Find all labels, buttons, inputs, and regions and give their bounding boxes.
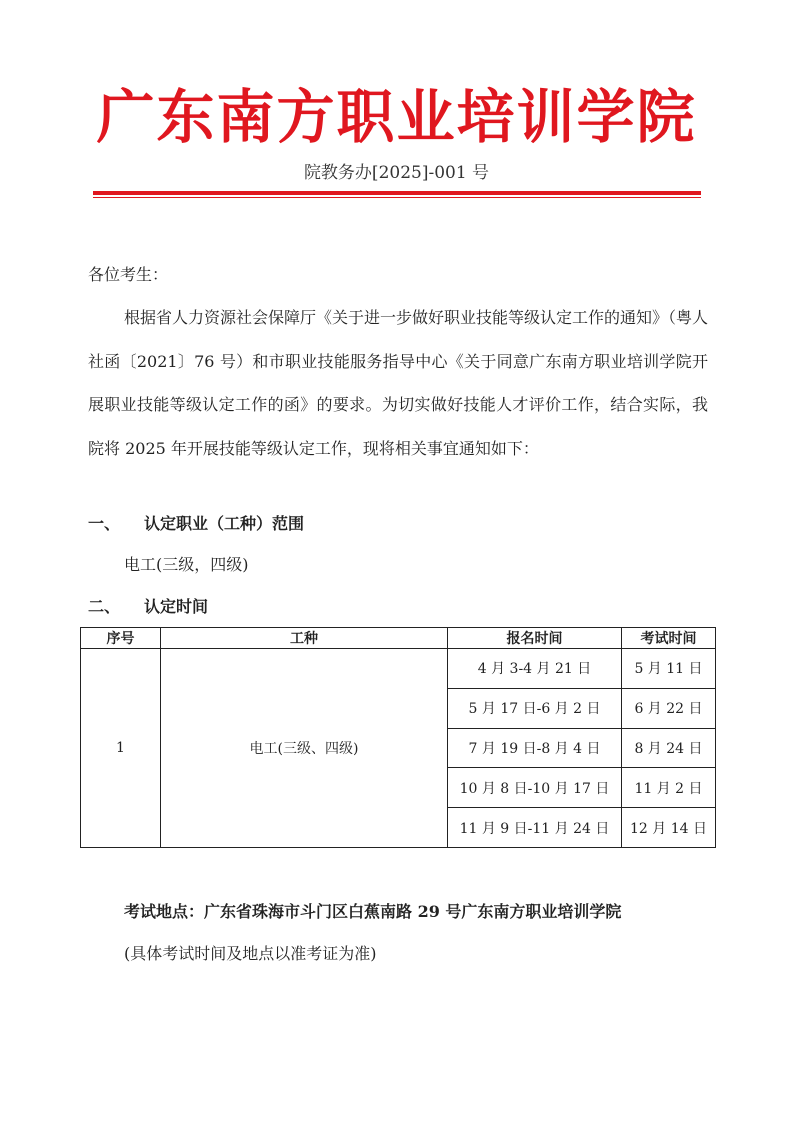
cell-registration: 4 月 3-4 月 21 日 [448, 649, 622, 689]
section-number: 一、 [88, 514, 121, 533]
header-divider-thick [93, 191, 701, 195]
header-divider-thin [93, 197, 701, 198]
cell-registration: 11 月 9 日-11 月 24 日 [448, 808, 622, 848]
cell-exam: 12 月 14 日 [622, 808, 716, 848]
greeting: 各位考生： [88, 265, 169, 284]
cell-registration: 7 月 19 日-8 月 4 日 [448, 728, 622, 768]
header-exam-time: 考试时间 [622, 628, 716, 649]
section-title: 认定时间 [144, 597, 209, 616]
header-seq: 序号 [81, 628, 161, 649]
document-number: 院教务办[2025]-001 号 [303, 163, 490, 183]
occupation-item: 电工(三级，四级) [124, 555, 249, 574]
institution-masthead: 广东南方职业培训学院 [96, 83, 697, 151]
cell-exam: 5 月 11 日 [622, 649, 716, 689]
schedule-table [80, 627, 716, 848]
section-title: 认定职业（工种）范围 [144, 514, 305, 533]
cell-registration: 5 月 17 日-6 月 2 日 [448, 688, 622, 728]
exam-note: (具体考试时间及地点以准考证为准) [124, 944, 377, 963]
table-row [81, 649, 716, 689]
exam-location: 考试地点：广东省珠海市斗门区白蕉南路 29 号广东南方职业培训学院 [124, 902, 622, 921]
body-paragraph: 根据省人力资源社会保障厅《关于进一步做好职业技能等级认定工作的通知》（粤人社函〔2021〕76 号）和市职业技能服务指导中心《关于同意广东南方职业培训学院开展职业技能等级认定工作的函》的要求。为切实做好技能人才评价工作，结合实际，我院将 2025 年开展技能等级认定工作，现将相关事宜通知如下： [88, 308, 709, 458]
cell-exam: 11 月 2 日 [622, 768, 716, 808]
section-heading-time [88, 594, 208, 617]
section-heading-scope [88, 511, 304, 534]
header-registration-time: 报名时间 [448, 628, 622, 649]
section-number: 二、 [88, 597, 121, 616]
cell-exam: 8 月 24 日 [622, 728, 716, 768]
cell-seq: 1 [81, 649, 161, 848]
cell-exam: 6 月 22 日 [622, 688, 716, 728]
header-trade: 工种 [161, 628, 448, 649]
table-header-row [81, 628, 716, 649]
cell-trade: 电工(三级、四级) [161, 649, 448, 848]
cell-registration: 10 月 8 日-10 月 17 日 [448, 768, 622, 808]
